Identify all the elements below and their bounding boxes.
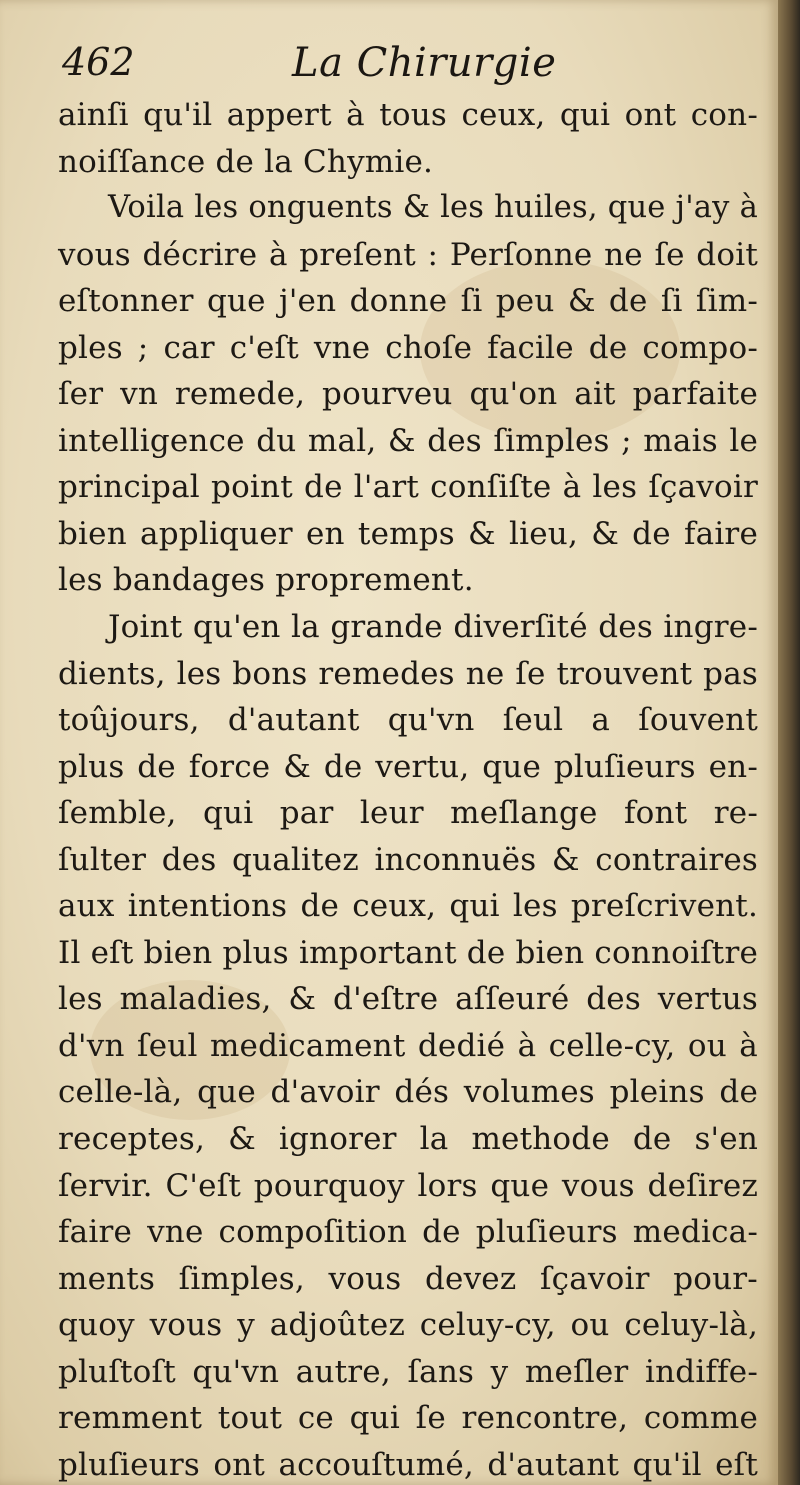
text-line: Voila les onguents & les huiles, que j'ay à	[108, 190, 758, 226]
text-line: pluſieurs ont accouſtumé, d'autant qu'il eſt	[58, 1446, 758, 1483]
text-line: d'vn ſeul medicament dedié à celle-cy, ou à	[58, 1027, 758, 1064]
text-line: les maladies, & d'eſtre aſſeuré des vertus	[58, 981, 758, 1018]
text-line: les bandages proprement.	[58, 562, 474, 599]
text-line: ments ſimples, vous devez ſçavoir pour-	[58, 1260, 758, 1297]
text-line: aux intentions de ceux, qui les preſcrivent.	[58, 888, 758, 925]
text-line: quoy vous y adjoûtez celuy-cy, ou celuy-là,	[58, 1307, 758, 1344]
text-line: Joint qu'en la grande diverſité des ingre-	[108, 609, 758, 646]
text-line: bien appliquer en temps & lieu, & de faire	[58, 515, 758, 552]
text-line: principal point de l'art conſiſte à les ſçavoir	[58, 469, 758, 506]
text-line: eſtonner que j'en donne ſi peu & de ſi ſim-	[58, 283, 758, 320]
text-line: Il eſt bien plus important de bien connoiſtre	[58, 934, 759, 971]
text-line: toûjours, d'autant qu'vn ſeul a ſouvent	[58, 702, 758, 739]
text-line: noiſſance de la Chymie.	[58, 143, 434, 180]
body-text	[58, 92, 758, 1485]
text-line: ſervir. C'eſt pourquoy lors que vous deſirez	[58, 1167, 758, 1204]
text-line: remment tout ce qui ſe rencontre, comme	[58, 1400, 758, 1437]
text-line: celle-là, que d'avoir dés volumes pleins de	[58, 1074, 758, 1111]
page-header	[62, 40, 752, 98]
text-line: ſulter des qualitez inconnuës & contraires	[58, 841, 758, 878]
text-line: receptes, & ignorer la methode de s'en	[58, 1121, 758, 1158]
text-line: intelligence du mal, & des ſimples ; mais le	[58, 422, 758, 459]
text-line: ſemble, qui par leur meſlange font re-	[58, 795, 758, 832]
text-line: pluſtoſt qu'vn autre, ſans y meſler indiffe-	[58, 1353, 758, 1390]
page-number: 462	[62, 40, 135, 84]
text-line: ſer vn remede, pourveu qu'on ait parfaite	[58, 376, 758, 413]
book-spine-edge	[778, 0, 800, 1485]
text-line: vous décrire à preſent : Perſonne ne ſe doit	[58, 236, 758, 273]
text-line: ples ; car c'eſt vne choſe facile de compo-	[58, 329, 758, 366]
running-title: La Chirurgie	[292, 40, 557, 86]
text-line: ainſi qu'il appert à tous ceux, qui ont con-	[58, 97, 758, 133]
text-line: dients, les bons remedes ne ſe trouvent pas	[58, 655, 758, 692]
text-line: faire vne compoſition de pluſieurs medica-	[58, 1214, 758, 1251]
text-line: plus de force & de vertu, que pluſieurs en-	[58, 748, 758, 785]
